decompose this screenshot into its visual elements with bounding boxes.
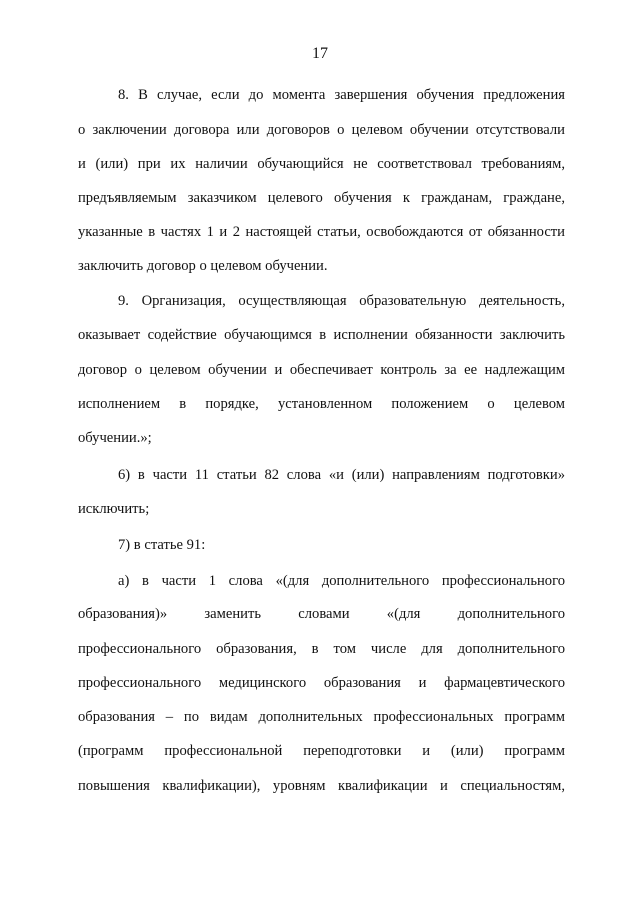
text-line: профессионального образования, в том числе для дополнительного [78, 641, 565, 657]
text-line: (программ профессиональной переподготовки и (или) программ [78, 743, 565, 759]
text-line: и (или) при их наличии обучающийся не соответствовал требованиям, [78, 156, 565, 172]
text-line: о заключении договора или договоров о целевом обучении отсутствовали [78, 122, 565, 138]
text-line: 6) в части 11 статьи 82 слова «и (или) направлениям подготовки» [118, 467, 565, 483]
text-line: оказывает содействие обучающимся в исполнении обязанности заключить [78, 327, 565, 343]
text-line: указанные в частях 1 и 2 настоящей статьи, освобождаются от обязанности [78, 224, 565, 240]
text-line: исполнением в порядке, установленном положением о целевом [78, 396, 565, 412]
text-line: исключить; [78, 501, 150, 517]
text-line: заключить договор о целевом обучении. [78, 258, 328, 274]
text-line: обучении.»; [78, 430, 152, 446]
text-line: образования)» заменить словами «(для дополнительного [78, 606, 565, 622]
page-number: 17 [312, 45, 328, 62]
text-line: а) в части 1 слова «(для дополнительного профессионального [118, 573, 565, 589]
text-line: предъявляемым заказчиком целевого обучения к гражданам, граждане, [78, 190, 565, 206]
text-line: 8. В случае, если до момента завершения обучения предложения [118, 87, 565, 103]
text-line: 9. Организация, осуществляющая образовательную деятельность, [118, 293, 565, 309]
text-line: 7) в статье 91: [118, 537, 206, 553]
text-line: образования – по видам дополнительных профессиональных программ [78, 709, 565, 725]
text-line: повышения квалификации), уровням квалификации и специальностям, [78, 778, 565, 794]
text-line: профессионального медицинского образования и фармацевтического [78, 675, 565, 691]
text-line: договор о целевом обучении и обеспечивает контроль за ее надлежащим [78, 362, 565, 378]
